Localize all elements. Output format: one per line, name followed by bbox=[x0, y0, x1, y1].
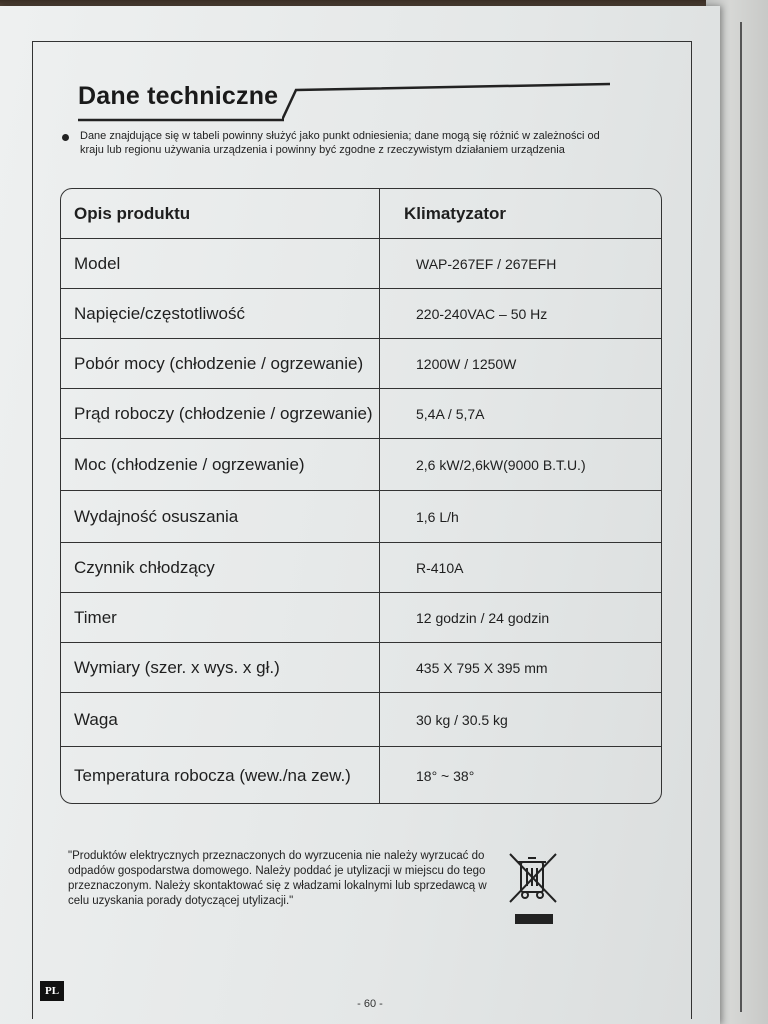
bullet-icon bbox=[62, 134, 69, 141]
language-badge: PL bbox=[40, 981, 64, 1001]
title-base-line bbox=[78, 118, 288, 122]
row-label: Prąd roboczy (chłodzenie / ogrzewanie) bbox=[61, 389, 380, 438]
table-row bbox=[61, 593, 661, 643]
row-label: Pobór mocy (chłodzenie / ogrzewanie) bbox=[61, 339, 380, 388]
header-value: Klimatyzator bbox=[404, 203, 507, 223]
table-row bbox=[61, 389, 661, 439]
row-value: WAP-267EF / 267EFH bbox=[416, 255, 557, 272]
row-value: 1,6 L/h bbox=[416, 508, 459, 525]
row-label: Napięcie/częstotliwość bbox=[61, 289, 380, 338]
row-value: 5,4A / 5,7A bbox=[416, 405, 485, 422]
table-row bbox=[61, 643, 661, 693]
table-row bbox=[61, 747, 661, 804]
page-title: Dane techniczne bbox=[78, 82, 279, 110]
row-label: Czynnik chłodzący bbox=[61, 543, 380, 592]
row-value: R-410A bbox=[416, 559, 464, 576]
table-row bbox=[61, 289, 661, 339]
title-underline bbox=[282, 82, 612, 122]
row-label: Wydajność osuszania bbox=[61, 491, 380, 542]
row-label: Temperatura robocza (wew./na zew.) bbox=[61, 747, 380, 804]
row-label: Wymiary (szer. x wys. x gł.) bbox=[61, 643, 380, 692]
row-label: Timer bbox=[61, 593, 380, 642]
table-row bbox=[61, 491, 661, 543]
row-label: Moc (chłodzenie / ogrzewanie) bbox=[61, 439, 380, 490]
crossed-out-wheelie-bin-icon bbox=[506, 852, 560, 928]
reference-note bbox=[62, 129, 622, 157]
row-value: 30 kg / 30.5 kg bbox=[416, 711, 508, 728]
row-value: 1200W / 1250W bbox=[416, 355, 517, 372]
row-value: 220-240VAC – 50 Hz bbox=[416, 305, 548, 322]
table-header-row bbox=[61, 189, 661, 239]
table-row bbox=[61, 239, 661, 289]
row-value: 18° ~ 38° bbox=[416, 768, 475, 784]
specifications-table bbox=[60, 188, 662, 804]
table-row bbox=[61, 693, 661, 747]
header-label: Opis produktu bbox=[61, 189, 380, 238]
disposal-notice: "Produktów elektrycznych przeznaczonych do wyrzucenia nie należy wyrzucać do odpadów gospodarstwa domowego. Należy poddać je utylizacji w miejscu do tego przeznaczonym. Należy skontaktować się z władzami lokalnymi lub sprzedawcą w celu uzyskania porady dotyczącej utylizacji." bbox=[68, 850, 487, 907]
row-label: Waga bbox=[61, 693, 380, 746]
row-label: Model bbox=[61, 239, 380, 288]
table-row bbox=[61, 339, 661, 389]
row-value: 435 X 795 X 395 mm bbox=[416, 659, 548, 676]
row-value: 2,6 kW/2,6kW(9000 B.T.U.) bbox=[416, 456, 586, 473]
table-row bbox=[61, 439, 661, 491]
note-text: Dane znajdujące się w tabeli powinny służyć jako punkt odniesienia; dane mogą się różnić w zależności od kraju lub regionu używania urządzenia i powinny być zgodne z rzeczywistym działaniem urządzenia bbox=[80, 130, 600, 156]
row-value: 12 godzin / 24 godzin bbox=[416, 609, 550, 626]
table-row bbox=[61, 543, 661, 593]
page-number: - 60 - bbox=[357, 998, 383, 1010]
